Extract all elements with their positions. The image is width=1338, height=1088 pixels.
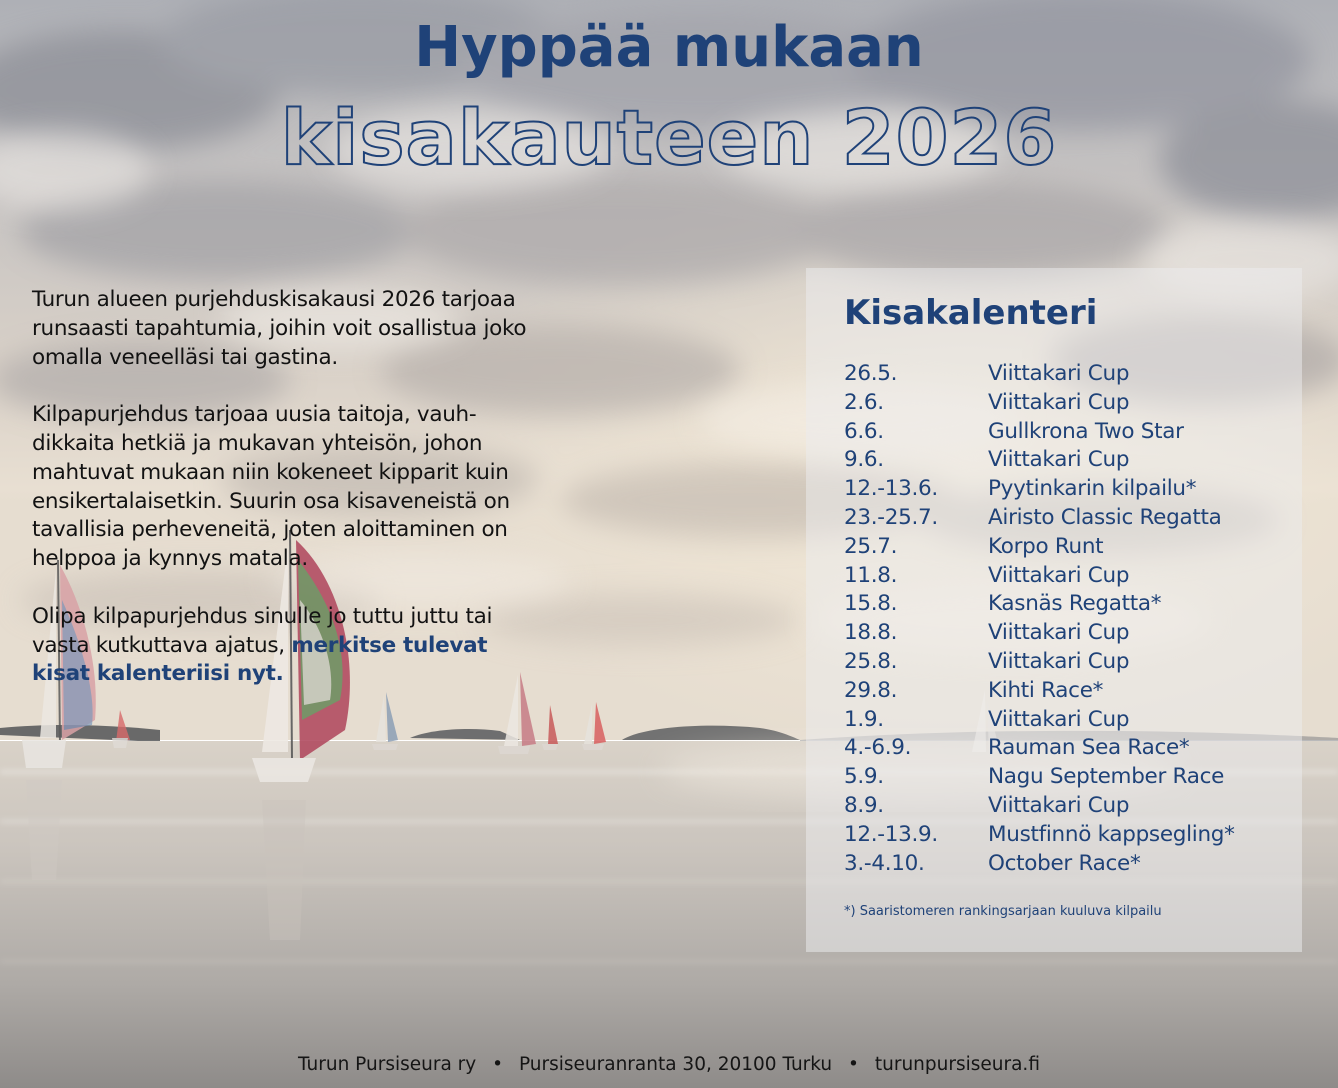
event-date: 4.-6.9. — [844, 735, 912, 761]
event-list — [844, 360, 1284, 878]
event-name: October Race* — [988, 850, 1141, 876]
event-name: Viittakari Cup — [988, 620, 1130, 646]
intro-paragraph-2: Kilpapurjehdus tarjoaa uusia taitoja, vauh-dikkaita hetkiä ja mukavan yhteisön, johon mahtuvat mukaan niin kokeneet kipparit kuin ensikertalaisetkin. Suurin osa kisaveneistä on tavallisia perheveneitä, joten aloittaminen on helppoa ja kynnys matala. — [32, 402, 510, 572]
event-row — [844, 533, 1284, 562]
event-name: Rauman Sea Race* — [988, 735, 1190, 761]
event-row — [844, 418, 1284, 447]
footer-organization: Turun Pursiseura ry — [298, 1054, 477, 1075]
event-row — [844, 446, 1284, 475]
event-date: 11.8. — [844, 562, 898, 588]
event-name: Viittakari Cup — [988, 648, 1130, 674]
headline-line-2: kisakauteen 2026 — [280, 93, 1058, 182]
event-row — [844, 475, 1284, 504]
event-row — [844, 763, 1284, 792]
event-row — [844, 792, 1284, 821]
event-row — [844, 504, 1284, 533]
headline-line-1: Hyppää mukaan — [414, 15, 924, 80]
event-date: 18.8. — [844, 620, 898, 646]
event-date: 1.9. — [844, 706, 884, 732]
event-date: 8.9. — [844, 792, 884, 818]
event-name: Viittakari Cup — [988, 389, 1130, 415]
calendar-footnote: *) Saaristomeren rankingsarjaan kuuluva kilpailu — [844, 904, 1162, 919]
event-row — [844, 734, 1284, 763]
event-row — [844, 619, 1284, 648]
footer-address: Pursiseuranranta 30, 20100 Turku — [518, 1054, 833, 1075]
event-date: 29.8. — [844, 677, 898, 703]
event-date: 23.-25.7. — [844, 504, 938, 530]
event-row — [844, 677, 1284, 706]
event-date: 5.9. — [844, 764, 884, 790]
event-name: Kihti Race* — [988, 677, 1104, 703]
event-name: Viittakari Cup — [988, 361, 1130, 386]
event-name: Mustfinnö kappsegling* — [988, 821, 1235, 847]
event-date: 25.8. — [844, 648, 898, 674]
event-date: 25.7. — [844, 533, 898, 559]
event-row — [844, 648, 1284, 677]
event-name: Viittakari Cup — [988, 447, 1130, 473]
event-date: 6.6. — [844, 418, 884, 444]
event-name: Viittakari Cup — [988, 792, 1130, 818]
event-name: Pyytinkarin kilpailu* — [988, 476, 1197, 502]
event-name: Kasnäs Regatta* — [988, 591, 1162, 617]
event-row — [844, 360, 1284, 389]
event-date: 12.-13.9. — [844, 821, 938, 847]
calendar-panel — [806, 268, 1302, 952]
event-row — [844, 590, 1284, 619]
event-name: Viittakari Cup — [988, 706, 1130, 732]
event-date: 15.8. — [844, 591, 898, 617]
event-date: 9.6. — [844, 447, 884, 473]
intro-text — [32, 286, 532, 718]
event-date: 3.-4.10. — [844, 850, 925, 876]
intro-paragraph-3-text: Olipa kilpapurjehdus sinulle jo tuttu juttu tai vasta kutkuttava ajatus, — [32, 603, 493, 658]
event-name: Gullkrona Two Star — [988, 418, 1184, 444]
footer-website[interactable]: turunpursiseura.fi — [874, 1054, 1040, 1075]
event-date: 26.5. — [844, 361, 898, 386]
intro-paragraph-1: Turun alueen purjehduskisakausi 2026 tarjoaa runsaasti tapahtumia, joihin voit osallistua joko omalla veneelläsi tai gastina. — [32, 287, 527, 370]
calendar-title: Kisakalenteri — [844, 293, 1098, 333]
event-row — [844, 850, 1284, 879]
footer-separator: • — [848, 1054, 859, 1075]
event-row — [844, 562, 1284, 591]
event-row — [844, 706, 1284, 735]
event-date: 2.6. — [844, 389, 884, 415]
footer — [0, 1052, 1338, 1078]
event-name: Korpo Runt — [988, 533, 1104, 559]
event-row — [844, 821, 1284, 850]
intro-paragraph-3 — [32, 603, 532, 689]
event-date: 12.-13.6. — [844, 476, 938, 502]
event-name: Nagu September Race — [988, 764, 1225, 790]
event-name: Viittakari Cup — [988, 562, 1130, 588]
event-name: Airisto Classic Regatta — [988, 504, 1222, 530]
intro-call-to-action: merkitse tulevat kisat kalenteriisi nyt. — [32, 632, 488, 687]
footer-separator: • — [492, 1054, 504, 1075]
event-row — [844, 389, 1284, 418]
